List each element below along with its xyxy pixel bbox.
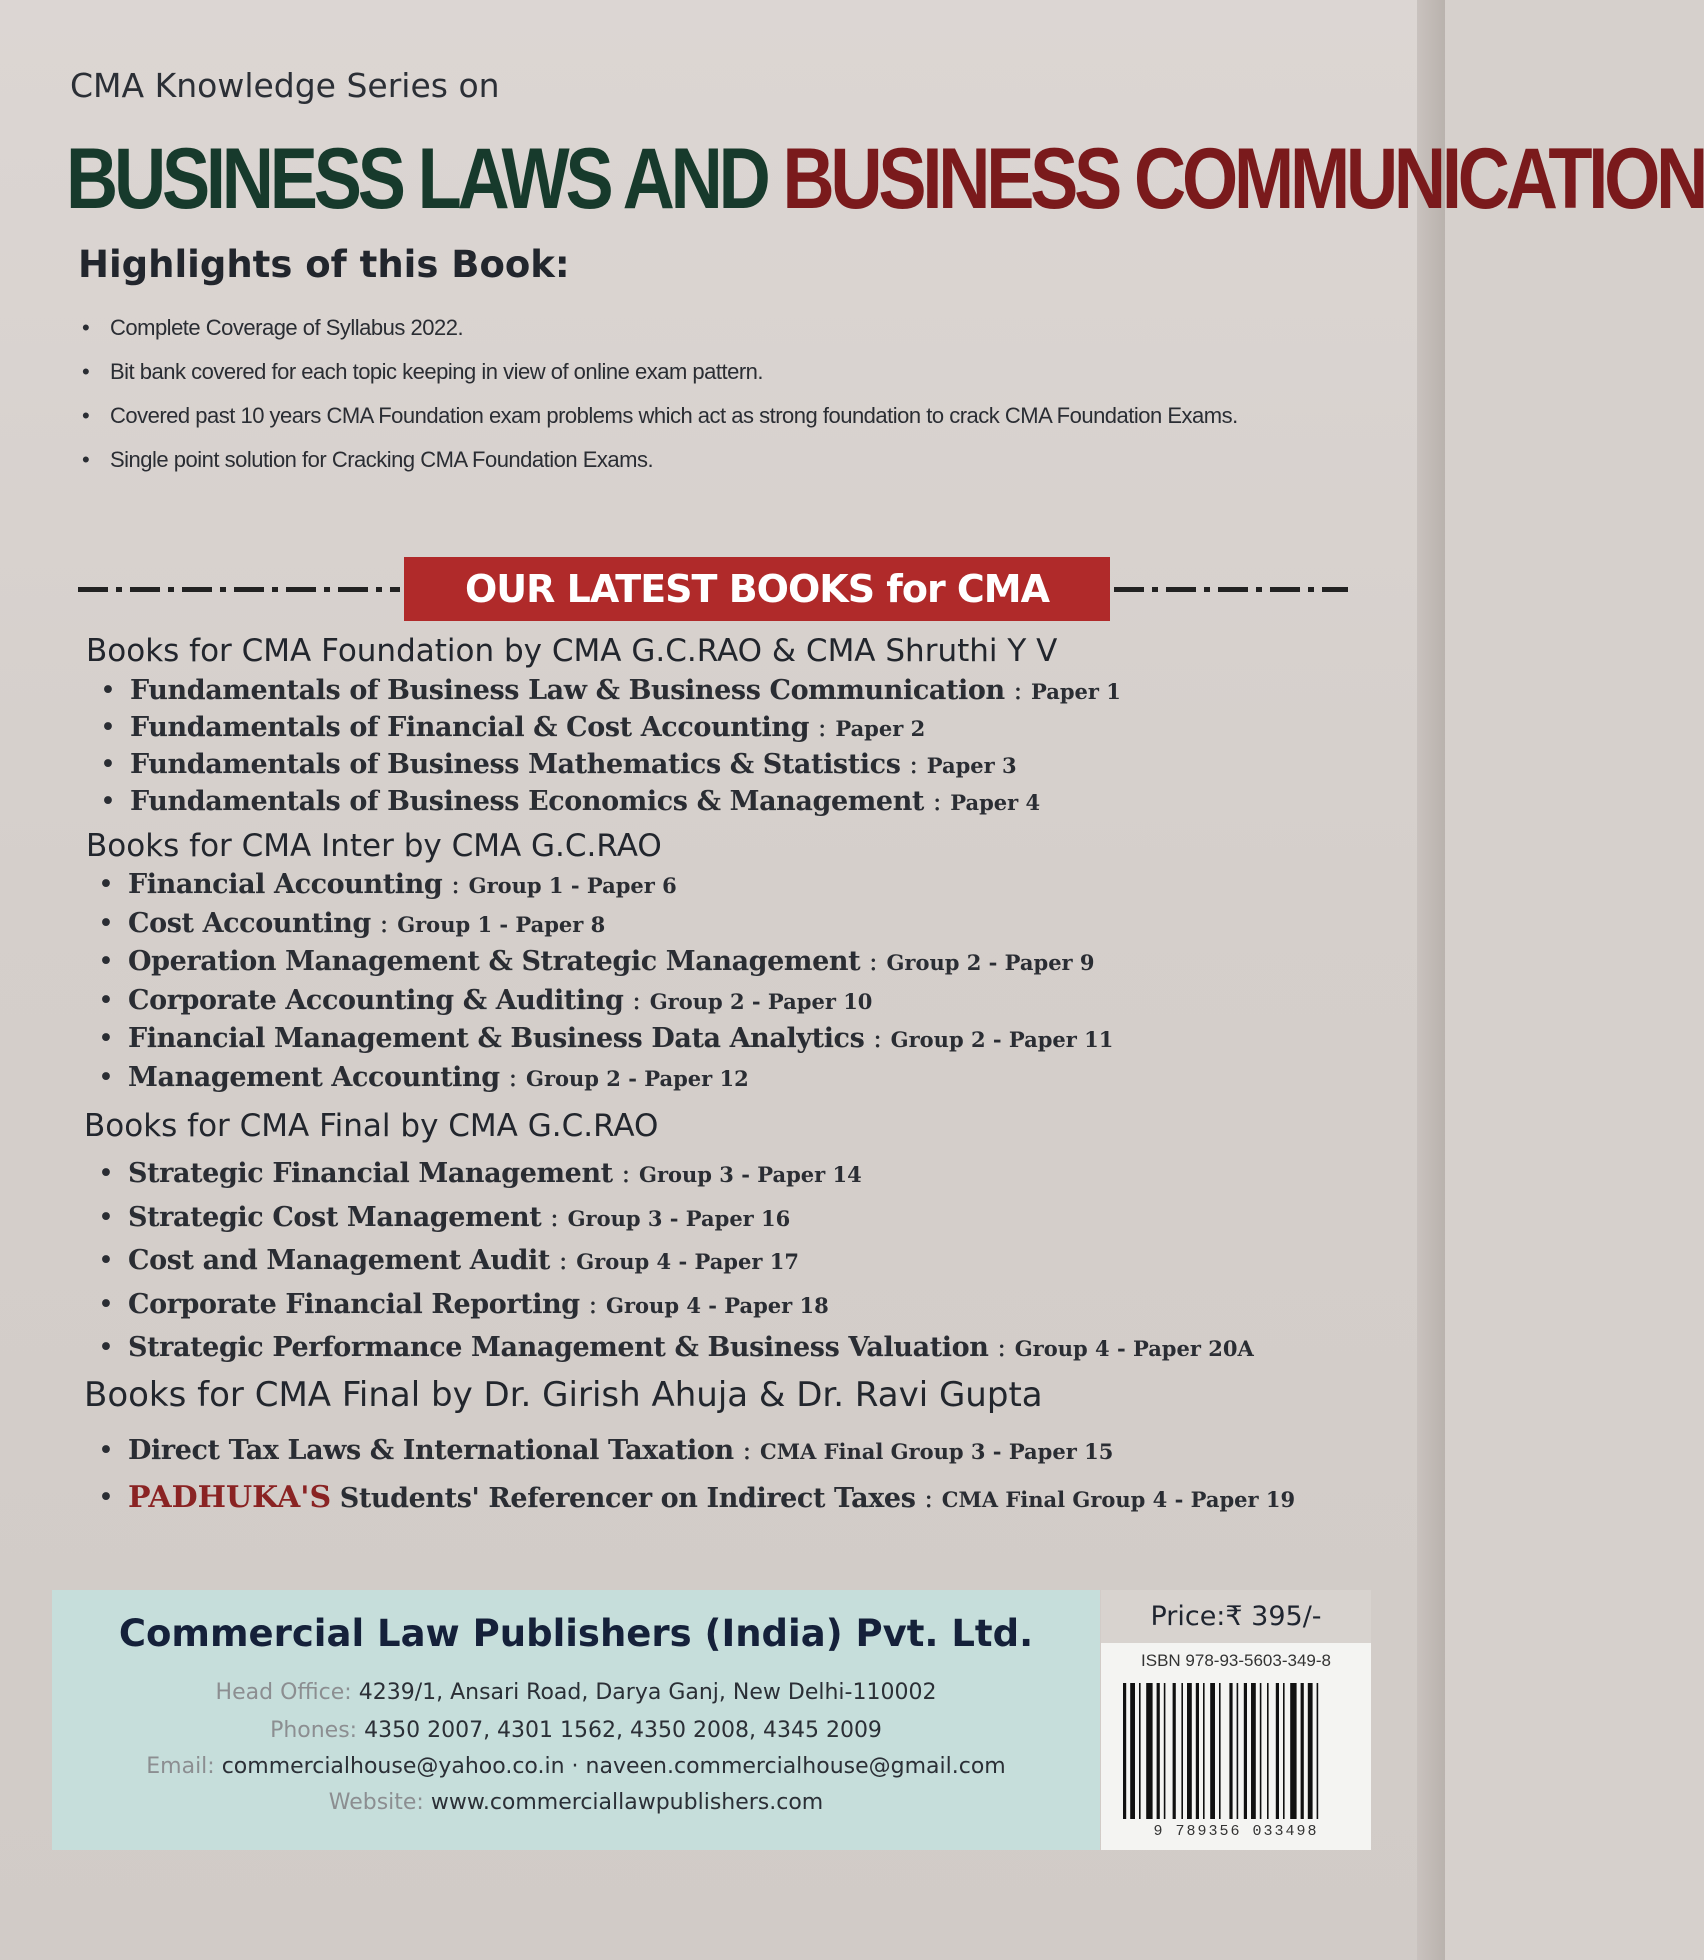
book-title-text: Fundamentals of Business Law & Business Communication xyxy=(130,675,1005,706)
book-title-text: Fundamentals of Business Economics & Management xyxy=(130,786,924,817)
padhuka-brand: PADHUKA'S xyxy=(128,1480,332,1515)
book-paper: Group 4 - Paper 18 xyxy=(606,1292,829,1318)
website-line xyxy=(52,1790,1100,1815)
book-item: • Fundamentals of Financial & Cost Accounting : Paper 2 xyxy=(96,710,1121,747)
barcode-stripe xyxy=(1173,1683,1176,1819)
book-item: • Operation Management & Strategic Management : Group 2 - Paper 9 xyxy=(94,943,1113,982)
email-addresses: commercialhouse@yahoo.co.in · naveen.commercialhouse@gmail.com xyxy=(221,1754,1006,1779)
highlight-item: • Covered past 10 years CMA Foundation exam problems which act as strong foundation to crack CMA Foundation Exams. xyxy=(80,403,1270,429)
series-label: CMA Knowledge Series on xyxy=(70,66,500,105)
barcode-stripe xyxy=(1237,1683,1239,1819)
book-list-inter xyxy=(94,866,1113,1097)
head-office-line xyxy=(52,1680,1100,1705)
barcode-stripe xyxy=(1146,1683,1152,1819)
book-title-text: Cost Accounting xyxy=(128,907,371,939)
book-paper: Paper 1 xyxy=(1031,679,1121,704)
book-paper: Group 2 - Paper 12 xyxy=(526,1065,749,1091)
barcode-stripe xyxy=(1251,1683,1256,1819)
book-paper: Group 2 - Paper 9 xyxy=(886,950,1095,975)
barcode-stripe xyxy=(1260,1683,1262,1819)
barcode-icon xyxy=(1123,1683,1349,1819)
book-paper: Group 4 - Paper 20A xyxy=(1014,1336,1254,1361)
book-title-text: Strategic Cost Management xyxy=(128,1201,542,1233)
book-list-final xyxy=(94,1153,1254,1371)
price-tag: Price:₹ 395/- xyxy=(1101,1590,1371,1644)
title-part-red: BUSINESS COMMUNICATION xyxy=(782,131,1704,227)
barcode-digits: 9 789356 033498 xyxy=(1153,1823,1319,1840)
book-list-final-tax xyxy=(94,1428,1295,1523)
book-title-text: Strategic Financial Management xyxy=(128,1158,613,1189)
book-title-text: Corporate Financial Reporting xyxy=(128,1288,580,1320)
barcode-stripe xyxy=(1139,1683,1141,1819)
isbn-number: ISBN 978-93-5603-349-8 xyxy=(1141,1651,1331,1670)
barcode-stripe xyxy=(1123,1683,1126,1819)
book-title-text: Students' Referencer on Indirect Taxes xyxy=(339,1483,916,1514)
book-paper: Group 3 - Paper 16 xyxy=(567,1205,791,1231)
book-item: • Cost Accounting : Group 1 - Paper 8 xyxy=(94,905,1113,944)
cover-edge xyxy=(1417,0,1445,1960)
barcode-stripe xyxy=(1187,1683,1192,1819)
barcode-stripe xyxy=(1283,1683,1285,1819)
barcode-stripe xyxy=(1157,1683,1160,1819)
website-url: www.commerciallawpublishers.com xyxy=(430,1790,824,1815)
book-title xyxy=(66,130,1704,229)
section-heading: Books for CMA Inter by CMA G.C.RAO xyxy=(86,828,662,864)
barcode-stripe xyxy=(1181,1683,1183,1819)
barcode-stripe xyxy=(1196,1683,1199,1819)
barcode-stripe xyxy=(1301,1683,1304,1819)
book-title-text: Fundamentals of Business Mathematics & Statistics xyxy=(130,749,901,780)
book-title-text: Direct Tax Laws & International Taxation xyxy=(128,1435,734,1466)
book-item: • Fundamentals of Business Mathematics & Statistics : Paper 3 xyxy=(96,747,1121,784)
barcode-stripe xyxy=(1267,1683,1269,1819)
phones-line xyxy=(52,1718,1100,1743)
book-title-text: Strategic Performance Management & Business Valuation xyxy=(128,1332,989,1363)
book-title-text: Fundamentals of Financial & Cost Accounting xyxy=(130,712,810,743)
book-title-text: Financial Management & Business Data Analytics xyxy=(128,1023,865,1054)
section-heading: Books for CMA Final by CMA G.C.RAO xyxy=(84,1108,659,1144)
book-item: • Corporate Accounting & Auditing : Group 2 - Paper 10 xyxy=(94,982,1113,1021)
dash-line-left xyxy=(78,587,400,592)
book-title-text: Cost and Management Audit xyxy=(128,1245,550,1276)
barcode-stripe xyxy=(1130,1683,1135,1819)
book-paper: CMA Final Group 3 - Paper 15 xyxy=(760,1439,1114,1464)
barcode-stripe xyxy=(1210,1683,1215,1819)
book-paper: Group 2 - Paper 10 xyxy=(649,988,873,1014)
section-heading: Books for CMA Final by Dr. Girish Ahuja & Dr. Ravi Gupta xyxy=(84,1375,1043,1415)
book-item: • Cost and Management Audit : Group 4 - Paper 17 xyxy=(94,1240,1254,1284)
publisher-name: Commercial Law Publishers (India) Pvt. Ltd. xyxy=(118,1612,1034,1655)
head-office-address: 4239/1, Ansari Road, Darya Ganj, New Delhi-110002 xyxy=(358,1680,937,1705)
website-label: Website: xyxy=(328,1790,424,1815)
book-paper: Paper 3 xyxy=(926,753,1017,778)
barcode-stripe xyxy=(1219,1683,1221,1819)
book-item: • Strategic Performance Management & Business Valuation : Group 4 - Paper 20A xyxy=(94,1327,1254,1371)
email-label: Email: xyxy=(146,1754,215,1779)
book-item: • Strategic Financial Management : Group 3 - Paper 14 xyxy=(94,1153,1254,1197)
email-line xyxy=(52,1754,1100,1779)
barcode-stripe xyxy=(1308,1683,1313,1819)
book-paper: Group 4 - Paper 17 xyxy=(576,1249,799,1274)
book-paper: Group 3 - Paper 14 xyxy=(639,1162,862,1187)
latest-books-divider xyxy=(78,557,1348,621)
highlight-item: • Complete Coverage of Syllabus 2022. xyxy=(80,315,1280,341)
book-item: • Fundamentals of Business Economics & Management : Paper 4 xyxy=(96,784,1121,821)
barcode-panel xyxy=(1101,1643,1371,1850)
barcode-stripe xyxy=(1203,1683,1205,1819)
book-title-text: Management Accounting xyxy=(128,1061,500,1093)
phones-label: Phones: xyxy=(270,1718,358,1743)
section-heading: Books for CMA Foundation by CMA G.C.RAO & CMA Shruthi Y V xyxy=(86,633,1058,669)
book-item: • PADHUKA'S Students' Referencer on Indirect Taxes : CMA Final Group 4 - Paper 19 xyxy=(94,1475,1295,1523)
dash-line-right xyxy=(1114,587,1348,592)
title-part-green: BUSINESS LAWS AND xyxy=(66,131,767,227)
highlights-heading: Highlights of this Book: xyxy=(78,243,570,286)
book-item: • Fundamentals of Business Law & Business Communication : Paper 1 xyxy=(96,673,1121,710)
book-paper: CMA Final Group 4 - Paper 19 xyxy=(941,1487,1296,1512)
barcode-stripe xyxy=(1317,1683,1319,1819)
book-list-foundation xyxy=(96,673,1121,821)
barcode-stripe xyxy=(1244,1683,1247,1819)
book-paper: Group 2 - Paper 11 xyxy=(890,1027,1114,1052)
barcode-stripe xyxy=(1164,1683,1166,1819)
highlight-item: • Bit bank covered for each topic keeping in view of online exam pattern. xyxy=(80,359,1280,385)
book-paper: Paper 2 xyxy=(835,716,926,741)
barcode-stripe xyxy=(1229,1683,1232,1819)
book-item: • Management Accounting : Group 2 - Paper 12 xyxy=(94,1059,1113,1098)
book-item: • Direct Tax Laws & International Taxation : CMA Final Group 3 - Paper 15 xyxy=(94,1428,1295,1475)
barcode-stripe xyxy=(1290,1683,1296,1819)
phones-numbers: 4350 2007, 4301 1562, 4350 2008, 4345 2009 xyxy=(364,1718,882,1743)
publisher-box xyxy=(52,1590,1100,1850)
latest-books-banner: OUR LATEST BOOKS for CMA xyxy=(404,557,1110,621)
book-title-text: Corporate Accounting & Auditing xyxy=(128,984,624,1016)
book-item: • Financial Management & Business Data Analytics : Group 2 - Paper 11 xyxy=(94,1020,1113,1059)
barcode-stripe xyxy=(1276,1683,1279,1819)
book-title-text: Financial Accounting xyxy=(128,869,443,900)
book-paper: Group 1 - Paper 6 xyxy=(468,873,677,898)
book-paper: Group 1 - Paper 8 xyxy=(397,911,606,937)
book-paper: Paper 4 xyxy=(950,790,1041,815)
book-item: • Corporate Financial Reporting : Group 4 - Paper 18 xyxy=(94,1284,1254,1328)
highlight-item: • Single point solution for Cracking CMA Foundation Exams. xyxy=(80,447,1280,473)
highlights-list xyxy=(80,315,1280,491)
head-office-label: Head Office: xyxy=(215,1680,352,1705)
book-title-text: Operation Management & Strategic Management xyxy=(128,946,861,977)
book-item: • Strategic Cost Management : Group 3 - Paper 16 xyxy=(94,1197,1254,1241)
book-item: • Financial Accounting : Group 1 - Paper 6 xyxy=(94,866,1113,905)
